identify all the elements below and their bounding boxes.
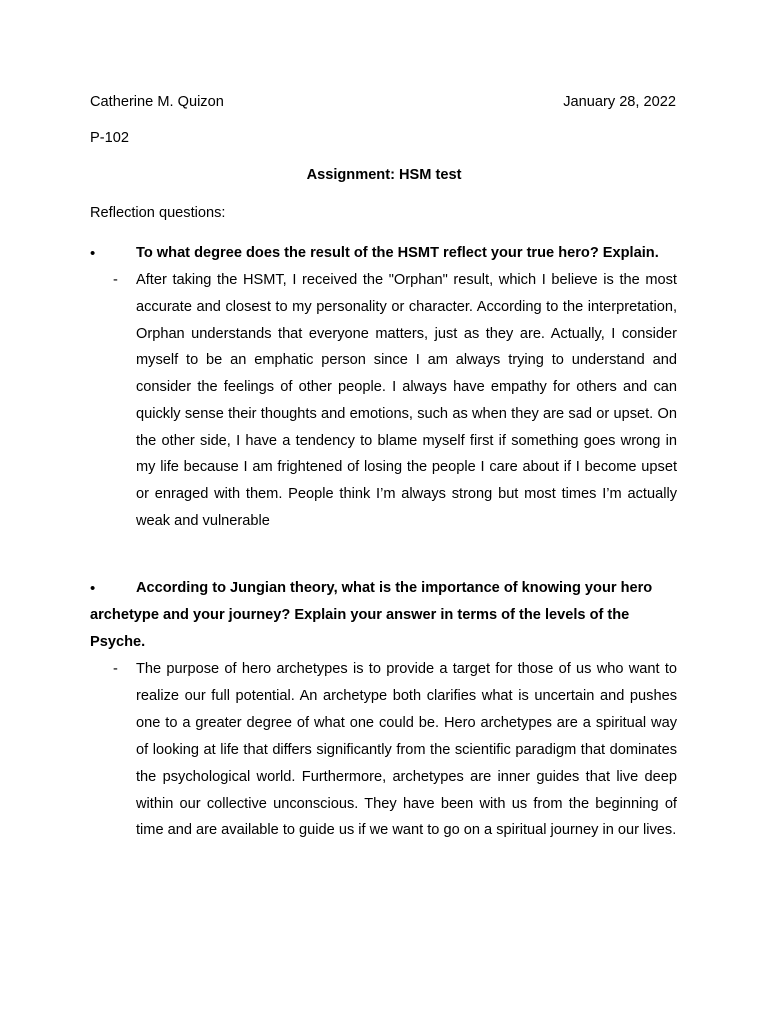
question-block-1 [90,240,677,535]
answer-text: The purpose of hero archetypes is to provide a target for those of us who want to realize our full potential. An archetype both clarifies what is uncertain and pushes one to a greater degree of what one could be. Hero archetypes are a spiritual way of looking at life that differs significantly from the scientific paradigm that dominates the psychological world. Furthermore, archetypes are inner guides that live deep within our collective unconscious. They have been with us from the beginning of time and are available to guide us if we want to go on a spiritual journey in our lives. [136,661,677,839]
answer-text: After taking the HSMT, I received the "Orphan" result, which I believe is the most accurate and closest to my personality or character. According to the interpretation, Orphan understands that everyone matters, just as they are. Actually, I consider myself to be an emphatic person since I am always trying to understand and consider the feelings of other people. I always have empathy for others and can quickly sense their thoughts and emotions, such as when they are sad or upset. On the other side, I have a tendency to blame myself first if something goes wrong in my life because I am frightened of losing the people I care about if I become upset or enraged with them. People think I’m always strong but most times I’m actually weak and vulnerable [136,272,677,529]
bullet-icon: • [90,245,96,262]
answer-block [90,267,677,535]
question-block-2 [90,575,677,844]
author-name: Catherine M. Quizon [90,94,224,110]
question-text: According to Jungian theory, what is the importance of knowing your hero archetype and your journey? Explain your answer in terms of the levels of the Psyche. [90,580,653,650]
dash-marker: - [113,272,118,288]
assignment-title: Assignment: HSM test [306,167,462,183]
section-code: P-102 [90,130,129,146]
document-date: January 28, 2022 [563,94,676,110]
question-text: To what degree does the result of the HSMT reflect your true hero? Explain. [136,245,659,261]
bullet-icon: • [90,580,96,597]
answer-block [90,656,677,844]
dash-marker: - [113,661,118,677]
reflection-heading: Reflection questions: [90,205,226,221]
